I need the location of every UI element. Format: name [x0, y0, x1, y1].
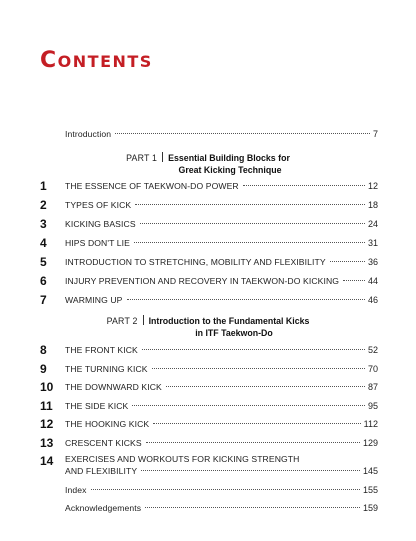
part-label: PART 2 — [106, 316, 138, 326]
toc-entry-chapter-9[interactable] — [0, 361, 416, 377]
toc-page-number: 70 — [367, 364, 378, 374]
dot-leader — [343, 280, 365, 281]
toc-page-number: 18 — [367, 200, 378, 210]
chapter-number: 13 — [40, 436, 54, 450]
toc-page-number: 159 — [362, 503, 378, 513]
chapter-number: 6 — [40, 274, 47, 288]
part-divider — [162, 152, 163, 162]
toc-entry-title: THE FRONT KICK — [65, 345, 138, 355]
chapter-number: 5 — [40, 255, 47, 269]
part-divider — [143, 315, 144, 325]
toc-entry-title-line-2: AND FLEXIBILITY — [65, 466, 138, 476]
toc-page-number: 87 — [367, 382, 378, 392]
dot-leader — [142, 349, 365, 350]
chapter-number: 11 — [40, 399, 53, 413]
toc-entry-title: THE DOWNWARD KICK — [65, 382, 162, 392]
toc-entry-chapter-5[interactable] — [0, 254, 416, 270]
chapter-number: 4 — [40, 236, 47, 250]
toc-page-number: 44 — [367, 276, 378, 286]
toc-page-number: 36 — [367, 257, 378, 267]
chapter-number: 9 — [40, 362, 47, 376]
dot-leader — [166, 386, 365, 387]
part-label: PART 1 — [126, 153, 158, 163]
dot-leader — [146, 442, 360, 443]
toc-entry-title: TYPES OF KICK — [65, 200, 132, 210]
toc-entry-chapter-8[interactable] — [0, 342, 416, 358]
chapter-number: 2 — [40, 198, 47, 212]
part-heading-1 — [0, 152, 416, 176]
toc-page-number: 145 — [362, 466, 378, 476]
part-title-line-1: Essential Building Blocks for — [168, 153, 290, 163]
toc-page-number: 52 — [367, 345, 378, 355]
page-title: CONTENTS — [40, 48, 153, 73]
toc-entry-acknowledgements[interactable] — [0, 500, 416, 516]
dot-leader — [152, 368, 365, 369]
part-title-line-2: Great Kicking Technique — [178, 165, 282, 175]
toc-entry-chapter-7[interactable] — [0, 292, 416, 308]
toc-page-number: 12 — [367, 181, 378, 191]
toc-entry-title: CRESCENT KICKS — [65, 438, 142, 448]
toc-entry-chapter-13[interactable] — [0, 435, 416, 451]
toc-entry-title: THE HOOKING KICK — [65, 419, 150, 429]
chapter-number: 14 — [40, 454, 54, 468]
part-title-line-2: in ITF Taekwon-Do — [195, 328, 273, 338]
toc-entry-title: THE SIDE KICK — [65, 401, 129, 411]
dot-leader — [141, 470, 360, 471]
chapter-number: 3 — [40, 217, 47, 231]
toc-entry-chapter-14[interactable] — [0, 453, 416, 483]
toc-entry-chapter-10[interactable] — [0, 379, 416, 395]
chapter-number: 8 — [40, 343, 47, 357]
toc-entry-chapter-6[interactable] — [0, 273, 416, 289]
toc-entry-introduction[interactable] — [0, 126, 416, 142]
dot-leader — [145, 507, 360, 508]
toc-entry-chapter-4[interactable] — [0, 235, 416, 251]
chapter-number: 7 — [40, 293, 47, 307]
toc-entry-title: Acknowledgements — [65, 503, 142, 513]
dot-leader — [127, 299, 365, 300]
part-title-line-1: Introduction to the Fundamental Kicks — [148, 316, 310, 326]
toc-leader — [65, 126, 378, 142]
toc-page-number: 24 — [367, 219, 378, 229]
dot-leader — [330, 261, 365, 262]
chapter-number: 12 — [40, 417, 54, 431]
toc-entry-chapter-2[interactable] — [0, 197, 416, 213]
toc-page-number: 129 — [362, 438, 378, 448]
toc-entry-chapter-11[interactable] — [0, 398, 416, 414]
dot-leader — [153, 423, 360, 424]
toc-page-number: 46 — [367, 295, 378, 305]
toc-page-number: 31 — [367, 238, 378, 248]
toc-entry-title-line-1: EXERCISES AND WORKOUTS FOR KICKING STRENGTH — [65, 454, 300, 464]
toc-entry-index[interactable] — [0, 482, 416, 498]
toc-entry-title: Introduction — [65, 129, 112, 139]
dot-leader — [140, 223, 365, 224]
toc-entry-title: HIPS DON'T LIE — [65, 238, 130, 248]
dot-leader — [115, 133, 370, 134]
toc-entry-title: INTRODUCTION TO STRETCHING, MOBILITY AND FLEXIBILITY — [65, 257, 326, 267]
toc-entry-title: Index — [65, 485, 87, 495]
dot-leader — [135, 204, 365, 205]
toc-entry-chapter-1[interactable] — [0, 178, 416, 194]
toc-page-number: 112 — [363, 419, 378, 429]
toc-entry-title: WARMING UP — [65, 295, 123, 305]
dot-leader — [91, 489, 360, 490]
part-heading-2 — [0, 315, 416, 339]
chapter-number: 10 — [40, 380, 54, 394]
dot-leader — [243, 185, 365, 186]
toc-page-number: 7 — [372, 129, 378, 139]
toc-page-number: 95 — [367, 401, 378, 411]
dot-leader — [132, 405, 365, 406]
toc-entry-title: THE TURNING KICK — [65, 364, 148, 374]
toc-entry-chapter-3[interactable] — [0, 216, 416, 232]
toc-page-number: 155 — [362, 485, 378, 495]
toc-entry-title: INJURY PREVENTION AND RECOVERY IN TAEKWON-DO KICKING — [65, 276, 340, 286]
toc-entry-title: KICKING BASICS — [65, 219, 136, 229]
chapter-number: 1 — [40, 179, 47, 193]
toc-entry-title: THE ESSENCE OF TAEKWON-DO POWER — [65, 181, 239, 191]
toc-entry-chapter-12[interactable] — [0, 416, 416, 432]
dot-leader — [134, 242, 365, 243]
